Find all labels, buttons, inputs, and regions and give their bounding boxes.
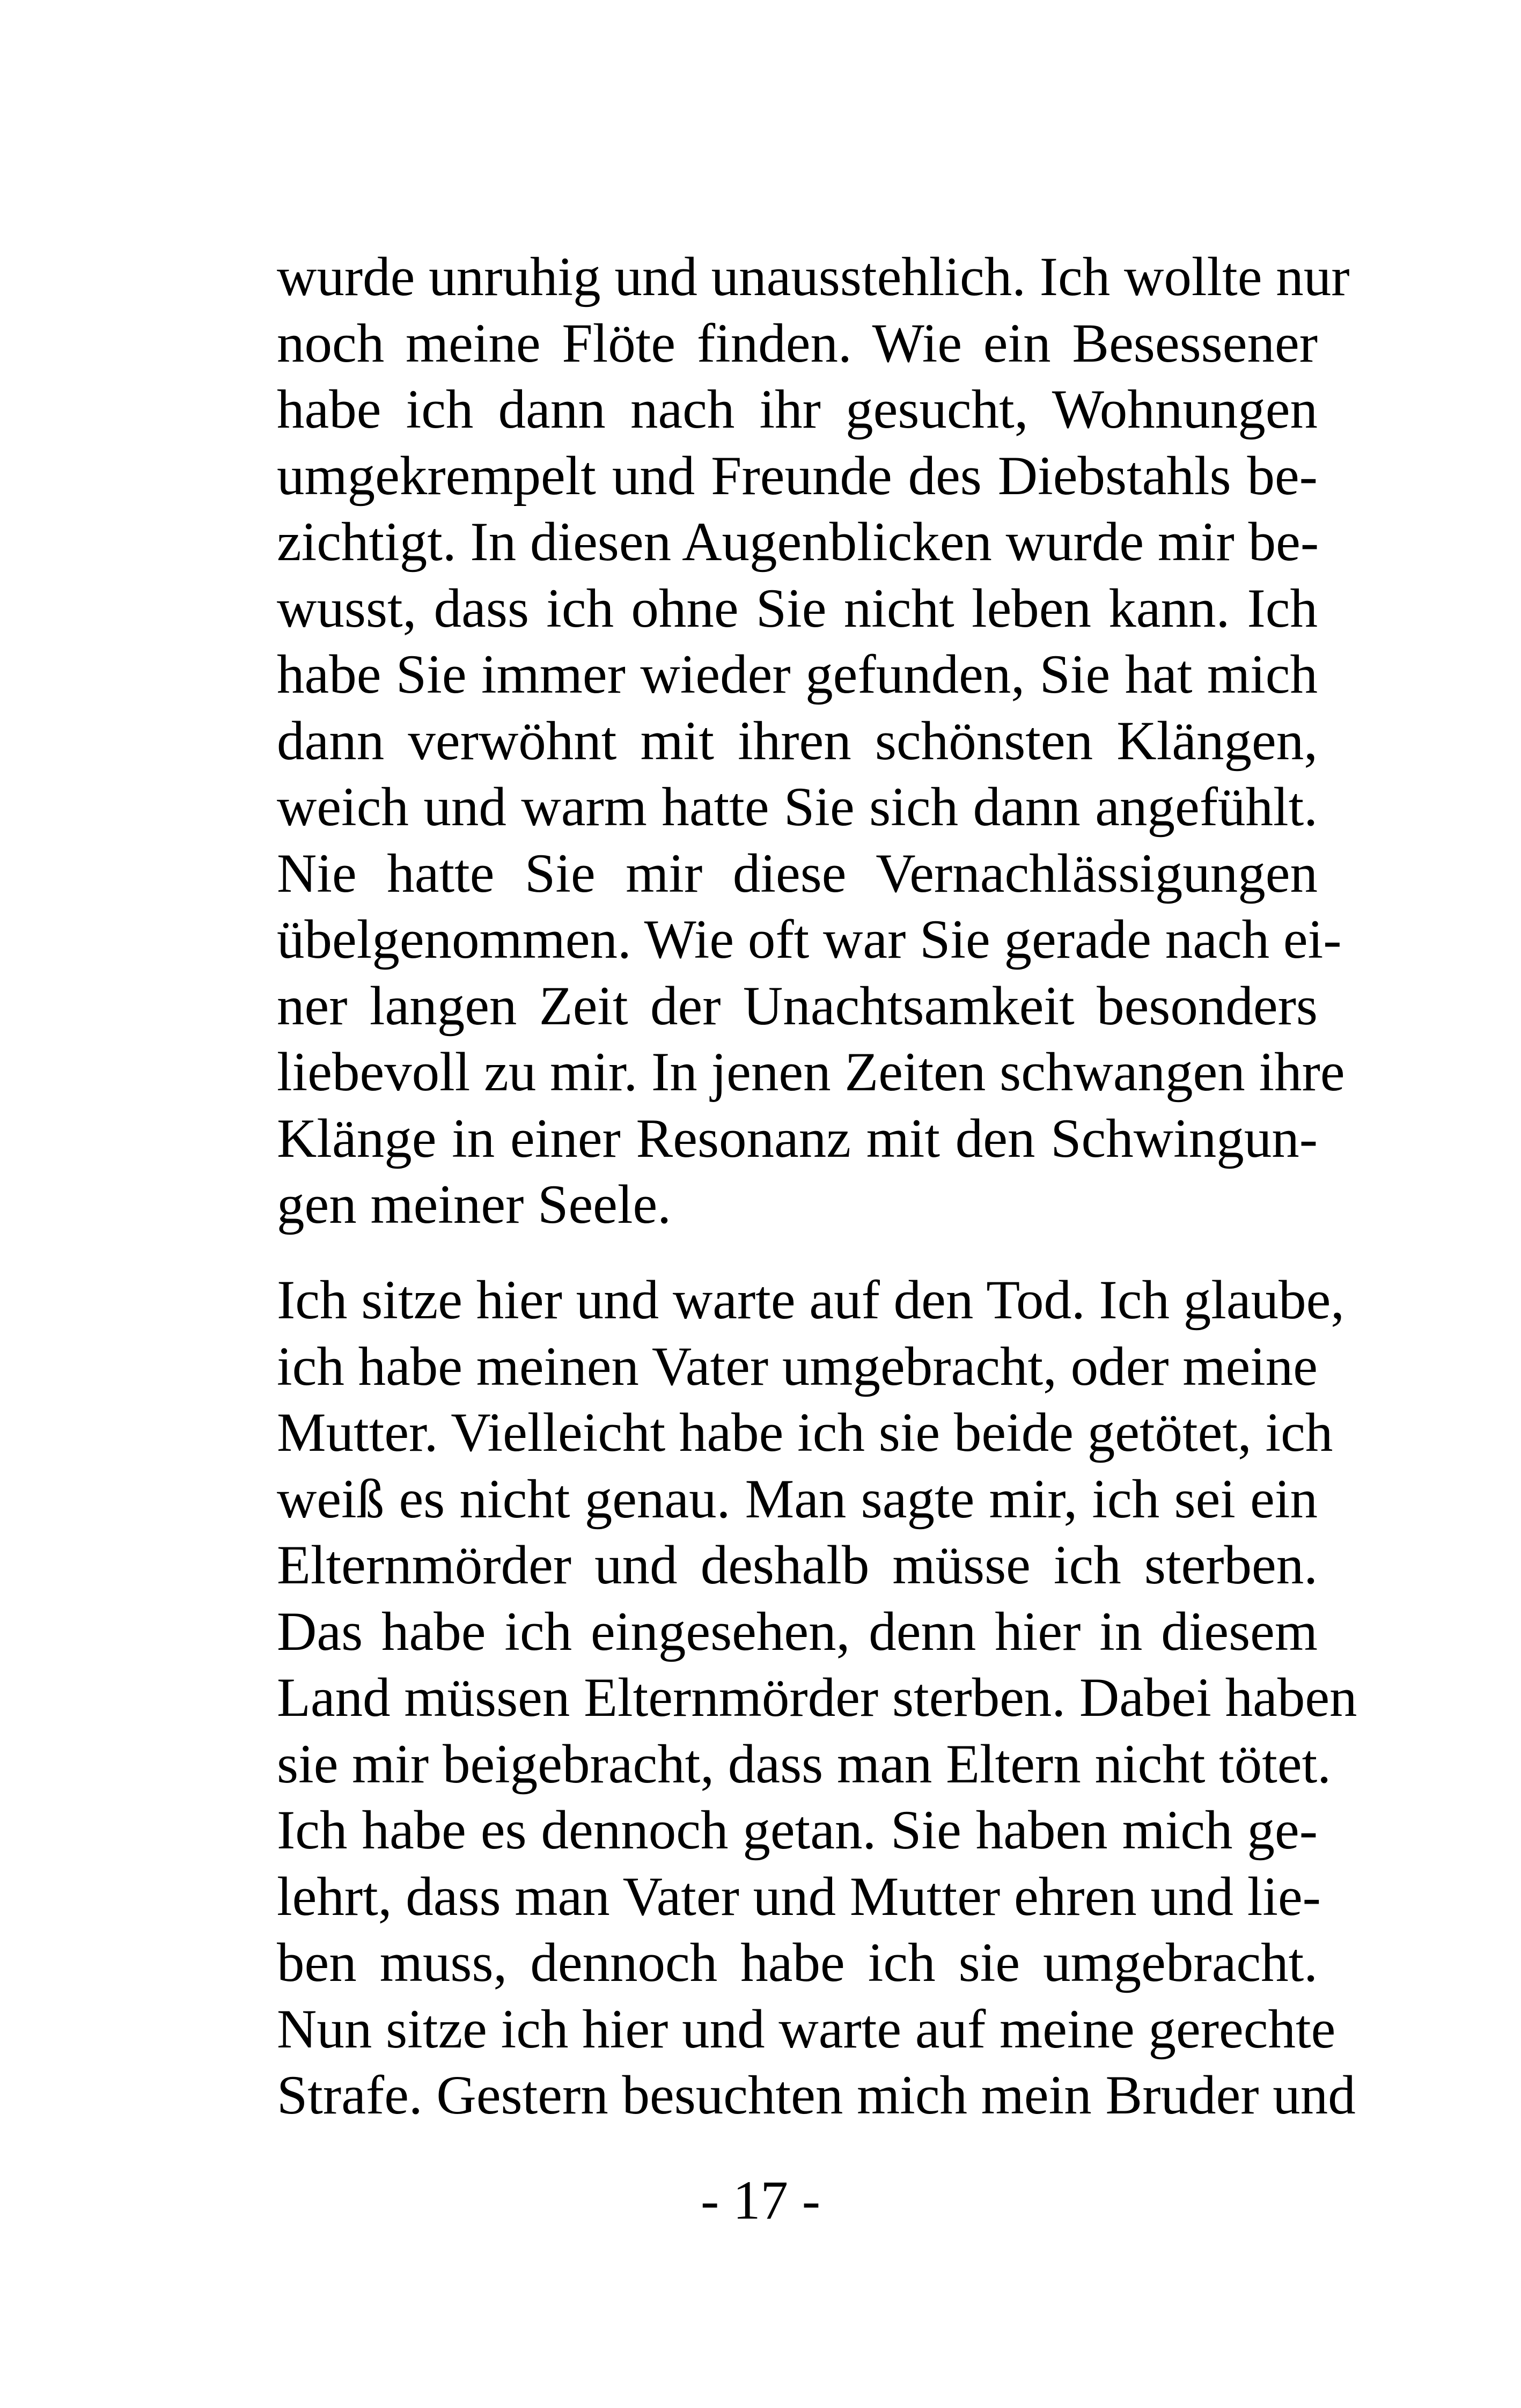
text-line: Mutter. Vielleicht habe ich sie beide getötet, ich [277, 1402, 1333, 1463]
text-line: wusst, dass ich ohne Sie nicht leben kann. Ich [277, 577, 1318, 639]
text-line: liebevoll zu mir. In jenen Zeiten schwangen ihre [277, 1041, 1345, 1103]
text-line: ner langen Zeit der Unachtsamkeit besonders [277, 975, 1318, 1037]
text-line: habe Sie immer wieder gefunden, Sie hat mich [277, 644, 1318, 705]
page-number: - 17 - [700, 2170, 821, 2231]
text-line: Ich sitze hier und warte auf den Tod. Ich glaube, [277, 1269, 1345, 1331]
text-line: wurde unruhig und unausstehlich. Ich wollte nur [277, 246, 1350, 307]
paragraph-2 [277, 1267, 1357, 2129]
paragraph-1 [277, 244, 1350, 1238]
text-line: ben muss, dennoch habe ich sie umgebracht. [277, 1932, 1318, 1993]
text-line: gen meiner Seele. [277, 1174, 671, 1235]
text-line: noch meine Flöte finden. Wie ein Besessener [277, 312, 1318, 374]
text-line: sie mir beigebracht, dass man Eltern nicht tötet. [277, 1733, 1331, 1795]
text-line: lehrt, dass man Vater und Mutter ehren und lie- [277, 1866, 1321, 1927]
text-line: habe ich dann nach ihr gesucht, Wohnungen [277, 379, 1318, 440]
text-line: Strafe. Gestern besuchten mich mein Bruder und [277, 2065, 1356, 2126]
text-line: Klänge in einer Resonanz mit den Schwingun- [277, 1107, 1318, 1169]
text-line: ich habe meinen Vater umgebracht, oder meine [277, 1335, 1318, 1397]
text-line: weiß es nicht genau. Man sagte mir, ich sei ein [277, 1468, 1318, 1530]
text-line: Elternmörder und deshalb müsse ich sterben. [277, 1535, 1318, 1596]
text-line: Nie hatte Sie mir diese Vernachlässigungen [277, 842, 1318, 904]
text-line: übelgenommen. Wie oft war Sie gerade nach ei- [277, 909, 1342, 970]
text-line: dann verwöhnt mit ihren schönsten Klängen, [277, 710, 1318, 772]
text-line: Ich habe es dennoch getan. Sie haben mich ge- [277, 1800, 1318, 1861]
text-line: Nun sitze ich hier und warte auf meine gerechte [277, 1998, 1336, 2060]
text-line: Das habe ich eingesehen, denn hier in diesem [277, 1601, 1318, 1662]
text-line: umgekrempelt und Freunde des Diebstahls be- [277, 445, 1318, 506]
text-line: Land müssen Elternmörder sterben. Dabei haben [277, 1667, 1357, 1728]
text-line: weich und warm hatte Sie sich dann angefühlt. [277, 776, 1318, 838]
text-line: zichtigt. In diesen Augenblicken wurde mir be- [277, 511, 1319, 572]
